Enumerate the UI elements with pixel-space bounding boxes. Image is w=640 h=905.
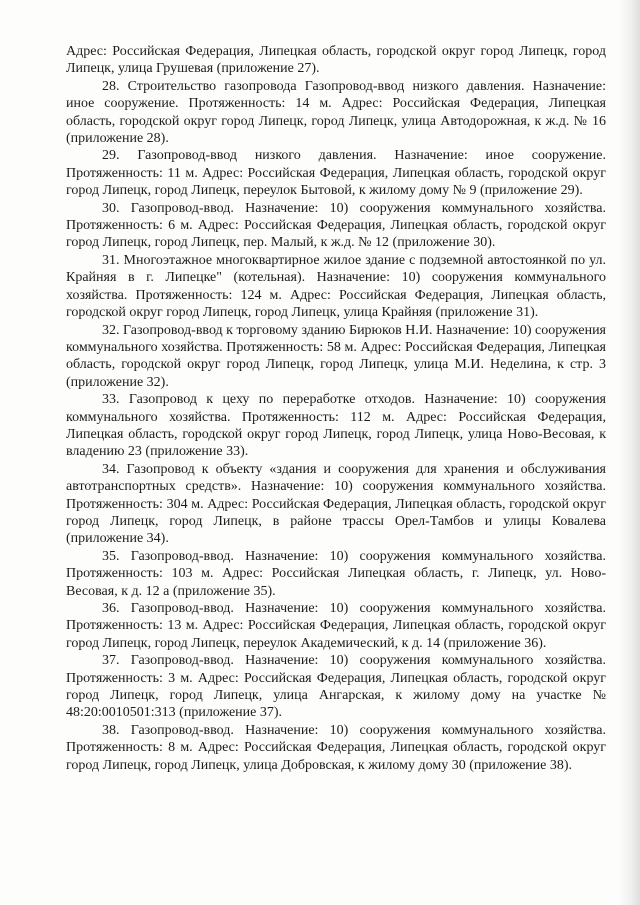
list-item-29: 29. Газопровод-ввод низкого давления. Назначение: иное сооружение. Протяженность: 11 м. Адрес: Российская Федерация, Липецкая область, городской округ город Липецк, город Липецк, переулок Бытовой, к жилому дому № 9 (приложение 29). (66, 148, 606, 199)
document-body (66, 43, 606, 774)
list-item-34: 34. Газопровод к объекту «здания и сооружения для хранения и обслуживания автотранспортных средств». Назначение: 10) сооружения коммунального хозяйства. Протяженность: 304 м. Адрес: Российская Федерация, Липецкая область, городской округ город Липецк, город Липецк, в районе трассы Орел-Тамбов и улицы Ковалева (приложение 34). (66, 461, 606, 547)
list-item-36: 36. Газопровод-ввод. Назначение: 10) сооружения коммунального хозяйства. Протяженность: 13 м. Адрес: Российская Федерация, Липецкая область, городской округ город Липецк, город Липецк, переулок Академический, к д. 14 (приложение 36). (66, 601, 606, 651)
list-item-30: 30. Газопровод-ввод. Назначение: 10) сооружения коммунального хозяйства. Протяженность: 6 м. Адрес: Российская Федерация, Липецкая область, городской округ город Липецк, город Липецк, пер. Малый, к ж.д. № 12 (приложение 30). (66, 200, 606, 251)
list-item-35: 35. Газопровод-ввод. Назначение: 10) сооружения коммунального хозяйства. Протяженность: 103 м. Адрес: Российская Липецкая область, г. Липецк, ул. Ново-Весовая, к д. 12 а (приложение 35). (66, 548, 606, 599)
list-item-33: 33. Газопровод к цеху по переработке отходов. Назначение: 10) сооружения коммунального хозяйства. Протяженность: 112 м. Адрес: Российская Федерация, Липецкая область, городской округ город Липецк, город Липецк, улица Ново-Весовая, к владению 23 (приложение 33). (66, 392, 606, 460)
scan-shadow-edge (618, 0, 640, 905)
list-item-37: 37. Газопровод-ввод. Назначение: 10) сооружения коммунального хозяйства. Протяженность: 3 м. Адрес: Российская Федерация, Липецкая область, городской округ город Липецк, город Липецк, улица Ангарская, к жилому дому на участке № 48:20:0010501:313 (приложение 37). (66, 653, 606, 721)
list-item-32: 32. Газопровод-ввод к торговому зданию Бирюков Н.И. Назначение: 10) сооружения коммунального хозяйства. Протяженность: 58 м. Адрес: Российская Федерация, Липецкая область, городской округ город Липецк, город Липецк, улица М.И. Неделина, к стр. 3 (приложение 32). (66, 322, 606, 390)
list-item-31: 31. Многоэтажное многоквартирное жилое здание с подземной автостоянкой по ул. Крайняя в г. Липецке" (котельная). Назначение: 10) сооружения коммунального хозяйства. Протяженность: 124 м. Адрес: Российская Федерация, Липецкая область, городской округ город Липецк, город Липецк, улица Крайняя (приложение 31). (66, 252, 606, 321)
list-item-38: 38. Газопровод-ввод. Назначение: 10) сооружения коммунального хозяйства. Протяженность: 8 м. Адрес: Российская Федерация, Липецкая область, городской округ город Липецк, город Липецк, улица Добровская, к жилому дому 30 (приложение 38). (66, 722, 606, 773)
list-item-28: 28. Строительство газопровода Газопровод-ввод низкого давления. Назначение: иное сооружение. Протяженность: 14 м. Адрес: Российская Федерация, Липецкая область, городской округ город Липецк, город Липецк, улица Автодорожная, к ж.д. № 16 (приложение 28). (66, 78, 606, 147)
address-continuation: Адрес: Российская Федерация, Липецкая область, городской округ город Липецк, город Липецк, улица Грушевая (приложение 27). (66, 44, 606, 77)
